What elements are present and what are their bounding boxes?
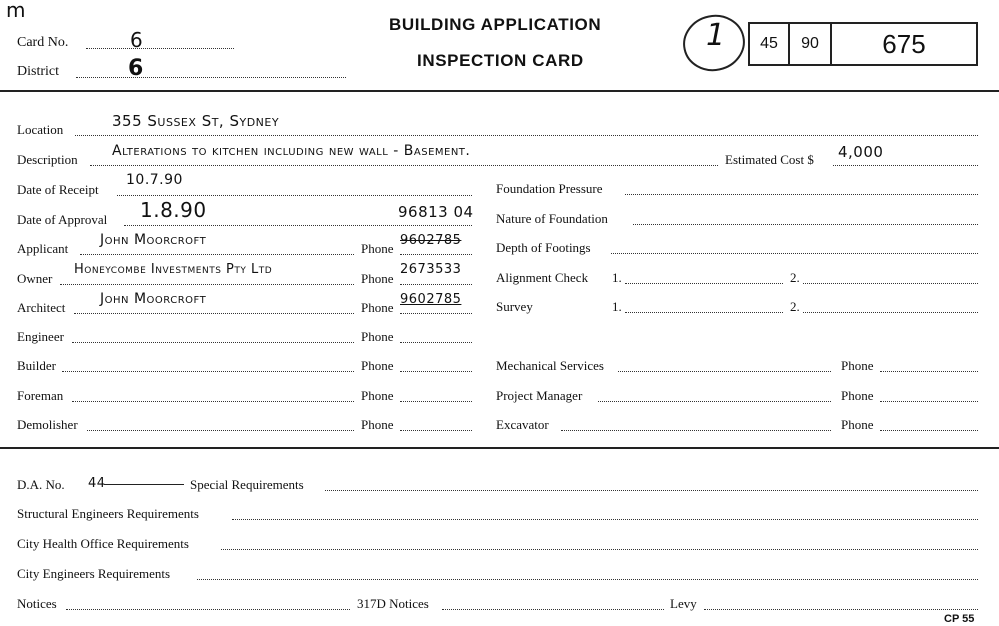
foreman-line [72,401,354,402]
owner-phone-value: 2673533 [400,262,462,277]
survey-label: Survey [496,299,533,314]
foreman-label: Foreman [17,388,64,403]
depth-of-footings-label: Depth of Footings [496,240,591,255]
card-number: 675 [882,28,926,59]
applicant-line [80,254,354,255]
alignment-check-2-label: 2. [790,270,800,285]
alignment-check-1-line [625,283,783,284]
architect-phone-line [400,313,472,314]
mechanical-services-line [618,371,831,372]
applicant-phone-line [400,254,472,255]
excavator-label: Excavator [496,417,549,432]
alignment-check-1-label: 1. [612,270,622,285]
builder-label: Builder [17,358,56,373]
architect-line [74,313,354,314]
owner-phone-label: Phone [361,271,394,286]
date-of-approval-value: 1.8.90 [140,198,207,222]
special-requirements-line [325,490,978,491]
approval-note: 96813 04 [398,203,474,221]
nature-of-foundation-label: Nature of Foundation [496,211,608,226]
architect-value: John Moorcroft [100,291,207,307]
engineer-label: Engineer [17,329,64,344]
district-label: District [17,64,59,79]
mechanical-services-phone-label: Phone [841,358,874,373]
title-line1: BUILDING APPLICATION [389,15,602,34]
engineer-line [72,342,354,343]
location-line [75,135,978,136]
applicant-phone-value: 9602785 [400,233,462,248]
owner-line [60,284,354,285]
owner-value: Honeycombe Investments Pty Ltd [74,262,273,277]
code-box-1: 45 [750,24,790,64]
estimated-cost-value: 4,000 [838,143,884,161]
details-divider [0,447,999,449]
date-of-receipt-line [117,195,472,196]
date-of-receipt-label: Date of Receipt [17,182,99,197]
demolisher-line [87,430,354,431]
demolisher-phone-label: Phone [361,417,394,432]
location-label: Location [17,122,64,137]
notices-line [66,609,350,610]
circled-mark-text: 1 [706,18,726,53]
project-manager-phone-line [880,401,978,402]
survey-2-line [803,312,978,313]
city-engineers-line [197,579,978,580]
applicant-value: John Moorcroft [100,232,207,248]
applicant-label: Applicant [17,241,69,256]
description-value: Alterations to kitchen including new wall - Basement. [112,143,471,159]
corner-mark: m [6,0,26,22]
nature-of-foundation-line [633,224,978,225]
card-code-box [748,22,978,66]
description-line [90,165,718,166]
survey-2-label: 2. [790,299,800,314]
excavator-phone-label: Phone [841,417,874,432]
special-requirements-label: Special Requirements [190,477,304,492]
structural-requirements-line [232,519,978,520]
project-manager-line [598,401,831,402]
da-no-value: 44 [88,476,106,491]
foreman-phone-line [400,401,472,402]
city-engineers-label: City Engineers Requirements [17,566,171,581]
demolisher-label: Demolisher [17,417,78,432]
card-no-value: 6 [130,28,144,52]
mechanical-services-label: Mechanical Services [496,358,604,373]
levy-line [704,609,978,610]
demolisher-phone-line [400,430,472,431]
city-health-line [221,549,978,550]
alignment-check-2-line [803,283,978,284]
mechanical-services-phone-line [880,371,978,372]
location-value: 355 Sussex St, Sydney [112,112,280,130]
header-divider [0,90,999,92]
district-value: 6 [128,56,144,81]
foundation-pressure-label: Foundation Pressure [496,181,603,196]
survey-1-label: 1. [612,299,622,314]
da-no-stroke [104,484,184,485]
notices-label: Notices [17,596,57,611]
foundation-pressure-line [625,194,978,195]
project-manager-label: Project Manager [496,388,583,403]
date-of-receipt-value: 10.7.90 [126,172,183,188]
engineer-phone-label: Phone [361,329,394,344]
architect-phone-label: Phone [361,300,394,315]
foreman-phone-label: Phone [361,388,394,403]
card-no-label: Card No. [17,35,69,50]
estimated-cost-label: Estimated Cost $ [725,152,814,167]
architect-phone-value: 9602785 [400,292,462,307]
da-no-label: D.A. No. [17,477,65,492]
date-of-approval-label: Date of Approval [17,212,108,227]
architect-label: Architect [17,300,66,315]
applicant-phone-label: Phone [361,241,394,256]
excavator-line [561,430,831,431]
alignment-check-label: Alignment Check [496,270,589,285]
district-line [76,77,346,78]
title-line2: INSPECTION CARD [417,51,584,70]
builder-phone-line [400,371,472,372]
builder-line [62,371,354,372]
estimated-cost-line [833,165,978,166]
description-label: Description [17,152,78,167]
card-no-line [86,48,234,49]
builder-phone-label: Phone [361,358,394,373]
engineer-phone-line [400,342,472,343]
form-code: CP 55 [944,613,975,625]
owner-phone-line [400,284,472,285]
owner-label: Owner [17,271,53,286]
notices-317d-line [442,609,664,610]
project-manager-phone-label: Phone [841,388,874,403]
date-of-approval-line [124,225,472,226]
survey-1-line [625,312,783,313]
excavator-phone-line [880,430,978,431]
code-box-2: 90 [790,24,832,64]
city-health-label: City Health Office Requirements [17,536,189,551]
depth-of-footings-line [611,253,978,254]
levy-label: Levy [670,596,697,611]
structural-requirements-label: Structural Engineers Requirements [17,506,199,521]
notices-317d-label: 317D Notices [357,596,429,611]
